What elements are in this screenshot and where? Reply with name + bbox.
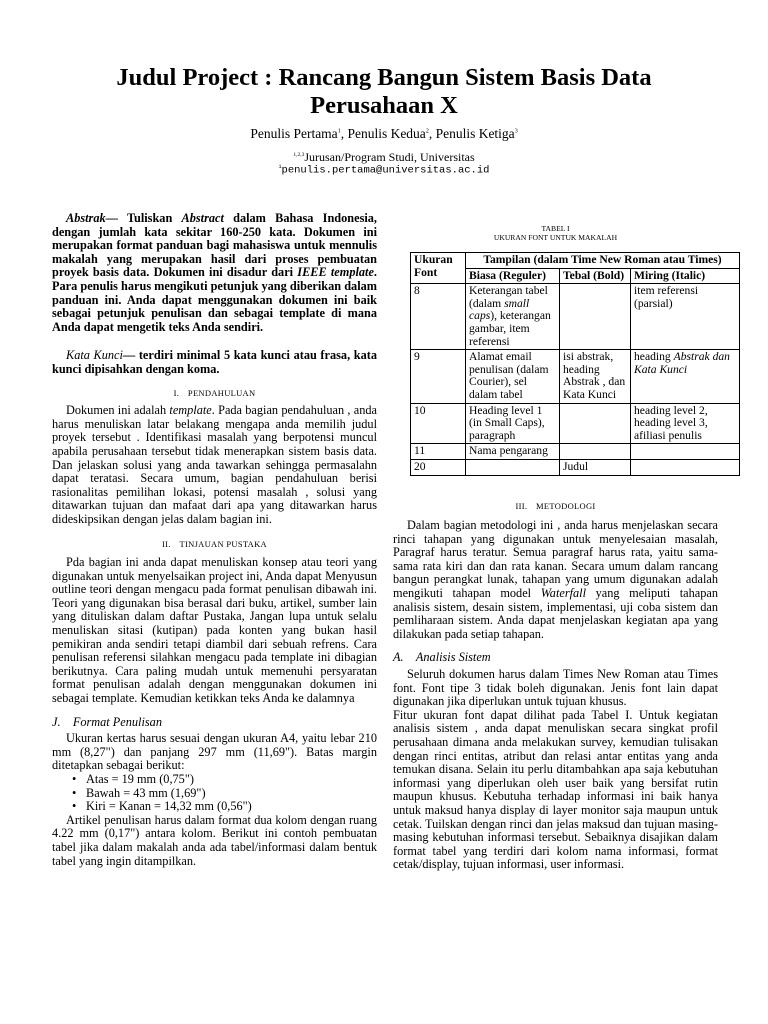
section-heading-metodologi: III. METODOLOGI [515,500,596,511]
bullet-icon: • [72,799,77,814]
table-cell: 20 [411,459,466,475]
table-caption [393,224,718,242]
table-cell: Keterangan tabel (dalam small caps), keterangan gambar, item referensi [466,284,560,350]
title-line-1: Judul Project : Rancang Bangun Sistem Basis Data [116,64,652,91]
header-cell-biasa: Biasa (Reguler) [466,268,560,284]
header-cell-miring: Miring (Italic) [631,268,740,284]
paragraph-tinjauan-pustaka: Pda bagian ini anda dapat menuliskan konsep atau teori yang digunakan untuk menyelsaikan project ini, Anda dapat Menyusun outline teori dengan mengacu pada format penulisan dibawah ini. Teori yang digunakan bisa berasal dari buku, artikel, sumber lain yang dituliskan dalam daftar Pustaka, Jangan lupa untuk selalu menuliskan sitasi (kutipan) pada konten yang bukan hasil pemikiran anda sendiri tetapi diambil dari sebuah refrens. Cara penulisan referensi silahkan mengacu pada template ini dibagian berikutnya. Cara paling mudah untuk memenuhi persyaratan format penulisan adalah dengan menggunakan dokumen ini sebagai template. Kemudian ketikkan teks Anda ke dalamnya [52,555,377,705]
table-cell: item referensi (parsial) [631,284,740,350]
table-cell: heading level 2, heading level 3, afiliasi penulis [631,403,740,444]
paper-title [40,64,728,120]
table-cell [560,403,631,444]
author-name: Penulis Pertama [250,126,338,141]
table-row [411,284,740,350]
author-sup: 3 [514,128,518,135]
table-cell: isi abstrak, heading Abstrak , dan Kata Kunci [560,350,631,403]
author-sup: 2 [425,128,429,135]
section-heading-tinjauan-pustaka: II. TINJAUAN PUSTAKA [162,539,267,550]
subsection-heading-analisis-sistem: A. Analisis Sistem [393,650,491,665]
email-sup: 1 [278,164,282,170]
header-cell-ukuran-font: Ukuran Font [411,253,466,284]
table-header-row [411,253,740,269]
font-size-table [410,252,740,476]
table-cell: Judul [560,459,631,475]
paragraph-pendahuluan: Dokumen ini adalah template. Pada bagian pendahuluan , anda harus menuliskan latar belakang mengapa anda memilih judul proyek tersebut . Identifikasi masalah yang berpotensi muncul apabila perusahaan tersebut tidak menerapkan sistem basis data. Dan jelaskan solusi yang anda tawarkan sehingga permasalahn dapat teratasi. Secara umum, bagian pendahuluan berisi rasionalitas pemilihan lokasi, potensi masalah , solusi yang ditawarkan tujuan dan mafaat dari apa yang ditawarkan harus dideskipsikan dengan jelas dalam bagian ini. [52,403,377,526]
paragraph-analisis-2: Fitur ukuran font dapat dilihat pada Tabel I. Untuk kegiatan analisis sistem , anda dapat menuliskan secara singkat profil perusahaan dimana anda melakukan survey, kemudian tulisakan dengan rinci entitas, atribut dan relasi antar entitas yang anda temukan disana. Selain itu perlu ditambahkan apa saja kebutuhan informasi yang diperlukan oleh user baik yang bersifat rutin maupun khusus. Kebutuha terhadap informasi ini baik hanya untuk maksud hanya display di layer monitor saja maupun untuk cetak. Tuilskan dengan rinci dan jelas maksud dan tujuan masing-masing kebutuhan informasi tersebut. Sebaiknya disajikan dalam format tabel yang terdiri dari kolom nama informasi, format cetak/display, tujuan informasi, user informasi. [393,707,718,872]
email-text[interactable]: penulis.pertama@universitas.ac.id [281,164,490,177]
author-sup: 1 [337,128,341,135]
title-line-2: Perusahaan X [310,92,458,119]
table-cell: 9 [411,350,466,403]
table-cell: 11 [411,444,466,460]
bullet-icon: • [72,785,77,800]
table-row [411,350,740,403]
ieee-template-term: IEEE template [297,265,374,280]
table-row [411,444,740,460]
affiliation [40,150,728,165]
list-item: • Kiri = Kanan = 14,32 mm (0,56") [72,799,252,814]
author-name: Penulis Kedua [347,126,426,141]
table-number: TABEL I [541,224,570,233]
author-email[interactable] [40,164,728,177]
table-row [411,459,740,475]
abstract-label: Abstrak [66,211,106,225]
paragraph-format-1: Ukuran kertas harus sesuai dengan ukuran A4, yaitu lebar 210 mm (8,27") dan panjang 297 mm (11,69"). Batas margin ditetapkan sebagai berikut: [52,731,377,773]
right-column [393,224,730,872]
author-name: Penulis Ketiga [435,126,515,141]
list-item: • Bawah = 43 mm (1,69") [72,785,206,800]
keywords-label: Kata Kunci [66,348,123,363]
paragraph-format-2: Artikel penulisan harus dalam format dua kolom dengan ruang 4.22 mm (0,17") antara kolom. Berikut ini contoh pembuatan tabel jika dalam makalah anda ada tabel/informasi dalam bentuk tabel yang ingin ditampilkan. [52,812,377,868]
table-cell [631,444,740,460]
table-cell [631,459,740,475]
table-cell: Alamat email penulisan (dalam Courier), sel dalam tabel [466,350,560,403]
left-column [52,212,377,868]
header-cell-tebal: Tebal (Bold) [560,268,631,284]
keywords: Kata Kunci— terdiri minimal 5 kata kunci atau frasa, kata kunci dipisahkan dengan koma. [52,348,377,376]
paragraph-metodologi: Dalam bagian metodologi ini , anda harus menjelaskan secara rinci tahapan yang digunakan untuk menyelesaian masalah, Paragraf harus teratur. Semua paragraf harus rata, yaitu sama-sama rata kiri dan dan rata kanan. Secara umum dalam rancang bangun perangkat lunak, tahapan yang umum digunakan adalah mengikuti tahapan model Waterfall yang meliputi tahapan analisis sistem, desain sistem, implementasi, uji coba sistem dan pemliharaan sistem. Anda dapat menjelaskan kegiatan apa yang dilakukan pada setiap tahapan. [393,518,718,641]
table-cell [560,284,631,350]
affiliation-text: Jurusan/Program Studi, Universitas [304,150,475,164]
table-cell [466,459,560,475]
table-title: UKURAN FONT UNTUK MAKALAH [493,233,618,242]
abstract: Abstrak— Tuliskan Abstract dalam Bahasa Indonesia, dengan jumlah kata sekitar 160-250 kata. Dokumen ini merupakan format panduan bagi mahasiswa untuk mennulis makalah yang merupakan hasil dari proses pembuatan proyek basis data. Dokumen ini disadur dari IEEE template. Para penulis harus mengikuti petunjuk yang diberikan dalam panduan ini. Anda dapat menggunakan dokumen ini baik sebagai petunjuk penulisan dan sebagai template di mana Anda dapat mengetik teks Anda sendiri. [52,211,377,334]
margin-list [52,773,377,814]
subsection-heading-format-penulisan: J. Format Penulisan [52,714,162,729]
bullet-icon: • [72,771,77,786]
paragraph-analisis-1: Seluruh dokumen harus dalam Times New Roman atau Times font. Font tipe 3 tidak boleh digunakan. Jenis font lain dapat digunakan jika diperlukan untuk tujuan khusus. [393,667,718,709]
table-cell: Nama pengarang [466,444,560,460]
author-list: Penulis Pertama$^1$, Penulis Kedua$^2$, Penulis Ketiga$^3$ [250,126,518,141]
table-cell: Heading level 1 (in Small Caps), paragraph [466,403,560,444]
list-item: • Atas = 19 mm (0,75") [72,771,194,786]
section-heading-pendahuluan: I. PENDAHULUAN [173,387,256,398]
table-cell: 10 [411,403,466,444]
header-cell-tampilan: Tampilan (dalam Time New Roman atau Times) [466,253,740,269]
table-row [411,403,740,444]
affiliation-sup: 1,2,3 [293,152,305,158]
table-cell: heading Abstrak dan Kata Kunci [631,350,740,403]
table-cell [560,444,631,460]
table-cell: 8 [411,284,466,350]
